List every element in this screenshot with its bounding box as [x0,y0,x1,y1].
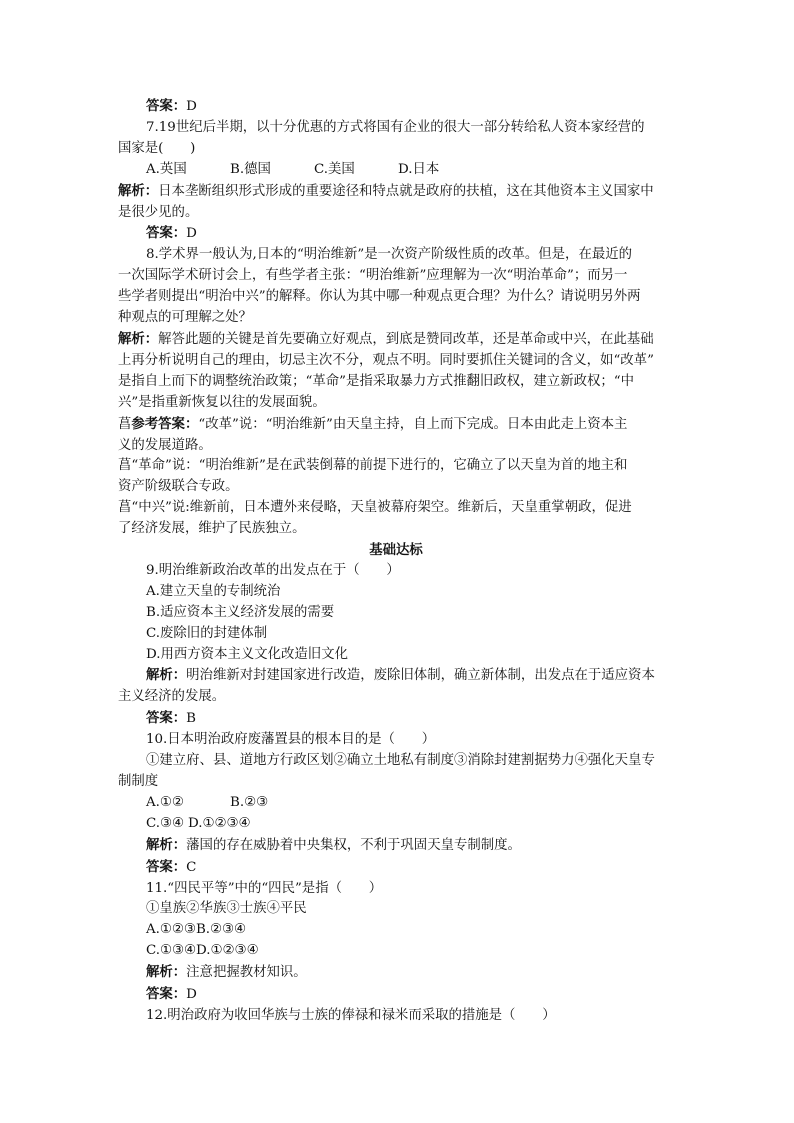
answer-label: 答案： [146,986,187,1003]
question-7-text-cont: 国家是( ) [118,140,196,156]
question-10-text: 10.日本明治政府废藩置县的根本目的是（ ） [146,732,436,748]
question-8-text-cont: 种观点的可理解之处？ [118,310,252,326]
analysis-text-cont: 是指自上而下的调整统治政策；“革命”是指采取暴力方式推翻旧政权，建立新政权；“中 [118,373,634,389]
question-10-options [118,793,674,814]
option-c: C.③④ [146,815,185,831]
analysis-line [118,835,674,857]
option-c: C.美国 [314,161,355,177]
analysis-text: 明治维新对封建国家进行改造，废除旧体制，确立新体制，出发点在于适应资本 [186,668,655,684]
answer-label: 答案： [146,98,187,114]
answer-line [118,223,674,245]
reference-answer-line [118,414,674,436]
analysis-label: 解析： [118,182,159,199]
reference-answer-cont: 菖“中兴”说:维新前，日本遭外来侵略，天皇被幕府架空。维新后，天皇重掌朝政，促进 [118,500,632,516]
stray-char: 菖 [118,416,132,432]
answer-value: D [186,99,197,114]
analysis-text-cont: 是很少见的。 [118,204,199,220]
analysis-line [118,962,674,984]
option-a: A.英国 [146,161,187,177]
option-b: B.德国 [230,161,271,177]
analysis-text-cont: 主义经济的发展。 [118,689,226,705]
answer-label: 答案： [146,225,187,242]
answer-line [118,708,674,730]
analysis-label: 解析： [146,836,187,853]
option-d: D.①②③④ [188,815,251,831]
reference-answer-cont: 了经济发展，维护了民族独立。 [118,521,306,537]
question-10-items-cont: 制制度 [118,774,159,789]
answer-line [118,984,674,1006]
option-b: B.②③ [230,794,269,810]
question-11-options: A.①②③B.②③④ [146,922,247,938]
reference-answer-cont: 义的发展道路。 [118,437,212,453]
analysis-line [118,329,674,351]
question-11-text: 11.“四民平等”中的“四民”是指（ ） [146,880,383,896]
analysis-label: 解析： [146,667,187,684]
answer-value: C [186,859,197,875]
option-d: D.日本 [398,161,440,177]
question-8-text-cont: 一次国际学术研讨会上，有些学者主张：“明治维新”应理解为一次“明治革命”；而另一 [118,268,628,284]
analysis-text-cont: 上再分析说明自己的理由，切忌主次不分，观点不明。同时要抓住关键词的含义，如“改革” [118,352,654,368]
analysis-text-cont: 兴”是指重新恢复以往的发展面貌。 [118,394,326,410]
reference-answer-text: “改革”说：“明治维新”由天皇主持，自上而下完成。日本由此走上资本主 [198,416,628,432]
question-10-options [118,814,674,835]
option-c: C.废除旧的封建体制 [146,625,268,641]
reference-answer-cont: 菖“革命”说：“明治维新”是在武装倒幕的前提下进行的，它确立了以天皇为首的地主和 [118,458,628,474]
answer-label: 答案： [146,710,187,727]
option-b: B.适应资本主义经济发展的需要 [146,604,335,620]
question-8-text: 8.学术界一般认为,日本的“明治维新”是一次资产阶级性质的改革。但是，在最近的 [146,247,633,263]
analysis-text: 解答此题的关键是首先要确立好观点，到底是赞同改革，还是革命或中兴，在此基础 [158,331,654,347]
question-7-options [118,160,674,181]
section-heading: 基础达标 [369,542,423,559]
question-11-items: ①皇族②华族③士族④平民 [146,901,307,917]
question-11-options: C.①③④D.①②③④ [146,943,259,959]
answer-value: D [186,987,197,1003]
answer-value: D [186,226,197,242]
analysis-text: 日本垄断组织形式形成的重要途径和特点就是政府的扶植，这在其他资本主义国家中 [158,183,654,199]
analysis-label: 解析： [146,964,187,981]
answer-line [118,857,674,879]
analysis-text: 注意把握教材知识。 [186,965,307,981]
question-12-text: 12.明治政府为收回华族与士族的俸禄和禄米而采取的措施是（ ） [146,1007,556,1023]
question-8-text-cont: 些学者则提出“明治中兴”的解释。你认为其中哪一种观点更合理？为什么？请说明另外两 [118,289,641,305]
question-7-text: 7.19世纪后半期，以十分优惠的方式将国有企业的很大一部分转给私人资本家经营的 [146,119,645,135]
analysis-line [118,181,674,203]
question-10-items: ①建立府、县、道地方行政区划②确立土地私有制度③消除封建割据势力④强化天皇专 [146,753,655,769]
analysis-line [118,665,674,687]
document-page [118,96,674,1027]
option-a: A.①② [146,794,184,810]
option-d: D.用西方资本主义文化改造旧文化 [146,646,348,662]
reference-answer-cont: 资产阶级联合专政。 [118,479,239,495]
question-9-text: 9.明治维新政治改革的出发点在于（ ） [146,562,400,578]
answer-label: 答案： [146,858,187,875]
analysis-label: 解析： [118,330,159,347]
option-a: A.建立天皇的专制统治 [146,583,281,599]
reference-answer-label: 参考答案： [131,415,199,432]
answer-value: B [186,711,197,727]
answer-line [118,96,674,118]
analysis-text: 藩国的存在威胁着中央集权，不利于巩固天皇专制制度。 [186,837,521,853]
